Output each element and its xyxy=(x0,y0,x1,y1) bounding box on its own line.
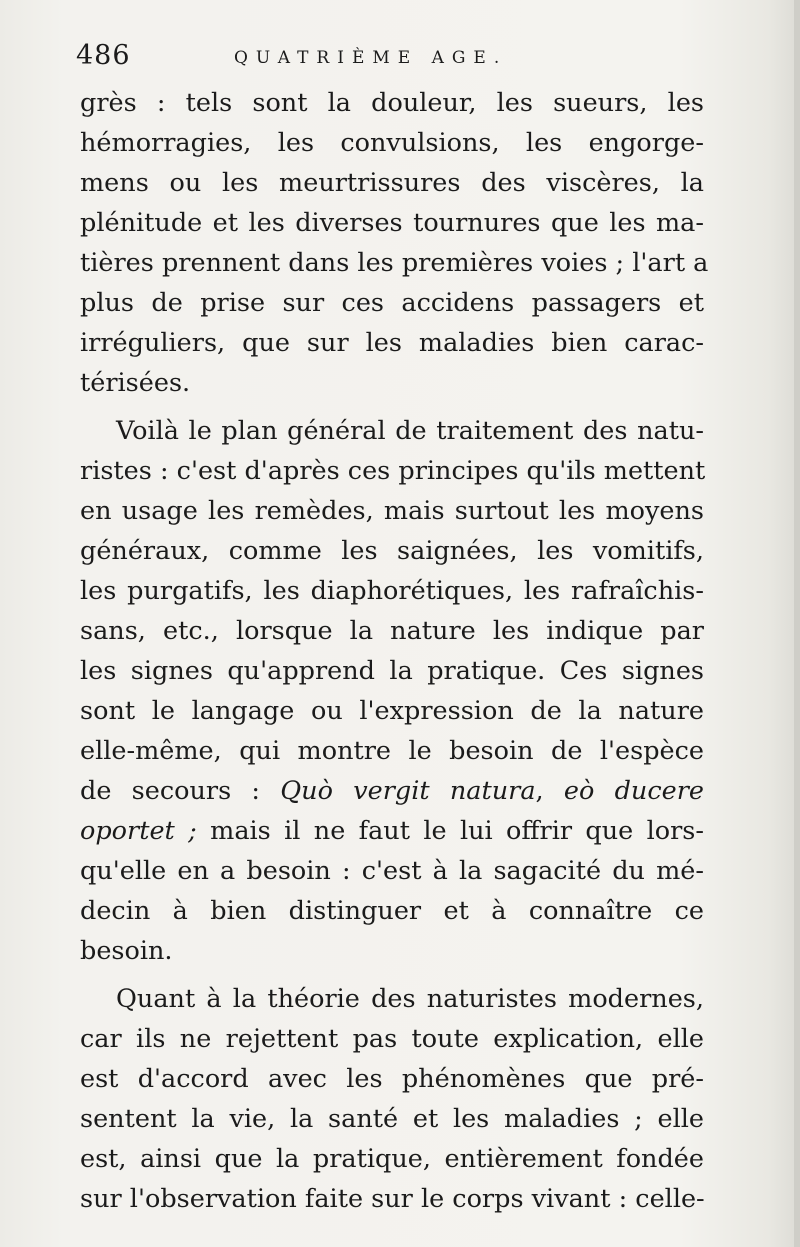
page-header xyxy=(76,40,716,80)
text-line: mens ou les meurtrissures des viscères, la xyxy=(80,168,704,198)
text-line: en usage les remèdes, mais surtout les moyens xyxy=(80,496,704,526)
paragraph-start-line: Quant à la théorie des naturistes modernes, xyxy=(116,984,704,1014)
text-line: les signes qu'apprend la pratique. Ces signes xyxy=(80,656,704,686)
text-line-with-quote: de secours : Quò vergit natura, eò ducere xyxy=(80,776,704,806)
text-line: sans, etc., lorsque la nature les indique par xyxy=(80,616,704,646)
text-line: sont le langage ou l'expression de la nature xyxy=(80,696,704,726)
latin-quote: oportet ; xyxy=(80,816,197,846)
text-line: decin à bien distinguer et à connaître ce xyxy=(80,896,704,926)
latin-quote: eò ducere xyxy=(563,776,704,806)
text-line: sentent la vie, la santé et les maladies ; elle xyxy=(80,1104,704,1134)
text-line: sur l'observation faite sur le corps vivant : celle- xyxy=(80,1184,705,1214)
text-line: térisées. xyxy=(80,368,191,398)
text-line: ristes : c'est d'après ces principes qu'ils mettent xyxy=(80,456,706,486)
latin-quote: Quò vergit natura xyxy=(280,776,536,806)
text-line: tières prennent dans les premières voies ; l'art a xyxy=(80,248,709,278)
text-line: est, ainsi que la pratique, entièrement fondée xyxy=(80,1144,704,1174)
page-number: 486 xyxy=(76,40,131,71)
text-line: irréguliers, que sur les maladies bien carac- xyxy=(80,328,704,358)
text-line: grès : tels sont la douleur, les sueurs, les xyxy=(80,88,704,118)
text-line: hémorragies, les convulsions, les engorge- xyxy=(80,128,704,158)
text-line: besoin. xyxy=(80,936,173,966)
text-line: les purgatifs, les diaphorétiques, les rafraîchis- xyxy=(80,576,704,606)
text-line: généraux, comme les saignées, les vomitifs, xyxy=(80,536,704,566)
text-line: plénitude et les diverses tournures que les ma- xyxy=(80,208,704,238)
text-segment: mais il ne faut le lui offrir que lors- xyxy=(210,816,705,846)
paragraph-start-line: Voilà le plan général de traitement des natu- xyxy=(116,416,704,446)
page-edge xyxy=(794,0,800,1247)
text-line: qu'elle en a besoin : c'est à la sagacité du mé- xyxy=(80,856,704,886)
text-line: plus de prise sur ces accidens passagers et xyxy=(80,288,704,318)
text-line: car ils ne rejettent pas toute explication, elle xyxy=(80,1024,704,1054)
text-line: est d'accord avec les phénomènes que pré- xyxy=(80,1064,704,1094)
text-line-with-quote xyxy=(80,811,704,851)
text-segment: de secours : xyxy=(80,776,261,806)
text-line: elle-même, qui montre le besoin de l'espèce xyxy=(80,736,704,766)
running-head: QUATRIÈME AGE. xyxy=(234,48,508,68)
